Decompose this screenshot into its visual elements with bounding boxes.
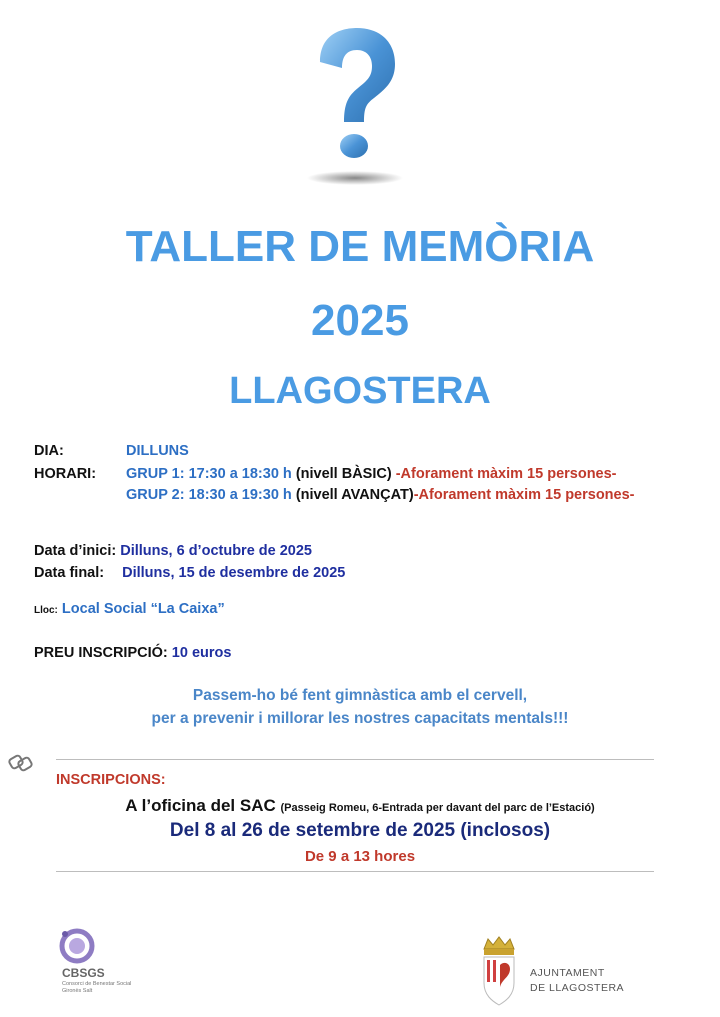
- grup2-row: [126, 487, 635, 503]
- grup2-label: GRUP 2:: [126, 487, 185, 503]
- price-row: [34, 645, 231, 661]
- start-date-label: Data d’inici:: [34, 543, 117, 559]
- start-date-row: [34, 543, 312, 559]
- grup2-capacity: -Aforament màxim 15 persones-: [413, 487, 635, 503]
- cbsgs-name: CBSGS: [62, 966, 105, 980]
- inscriptions-hours: De 9 a 13 hores: [304, 848, 416, 865]
- page-title: TALLER DE MEMÒRIA: [125, 222, 595, 271]
- title-year: 2025: [311, 296, 409, 345]
- price-label: PREU INSCRIPCIÓ:: [34, 645, 168, 661]
- grup2-level: (nivell AVANÇAT): [295, 487, 414, 503]
- grup1-level: (nivell BÀSIC): [295, 466, 392, 482]
- inscriptions-where: [0, 796, 720, 816]
- dia-value: DILLUNS: [126, 443, 189, 459]
- divider-top: [56, 759, 654, 760]
- dia-label: DIA:: [34, 443, 64, 459]
- end-date-label: Data final:: [34, 565, 105, 581]
- horari-label: HORARI:: [34, 466, 97, 482]
- grup1-capacity: -Aforament màxim 15 persones-: [395, 466, 617, 482]
- slogan-line-1: Passem-ho bé fent gimnàstica amb el cervell,: [192, 687, 528, 704]
- title-town: LLAGOSTERA: [229, 370, 491, 412]
- slogan: [0, 684, 720, 730]
- grup1-row: [126, 466, 617, 482]
- llagostera-coat-of-arms-icon: [478, 935, 520, 1007]
- end-date-value: Dilluns, 15 de desembre de 2025: [122, 565, 346, 581]
- slogan-line-2: per a prevenir i millorar les nostres capacitats mentals!!!: [151, 710, 569, 727]
- divider-bottom: [56, 871, 654, 872]
- inscriptions-where-main: A l’oficina del SAC: [125, 796, 276, 815]
- inscriptions-dates: Del 8 al 26 de setembre de 2025 (inclosos): [169, 820, 551, 841]
- ajuntament-line-1: AJUNTAMENT: [530, 967, 605, 979]
- grup2-time: 18:30 a 19:30 h: [188, 487, 292, 503]
- cbsgs-logo-icon: [56, 926, 98, 966]
- question-mark-icon: [300, 20, 410, 190]
- place-label: Lloc:: [34, 605, 58, 616]
- ajuntament-line-2: DE LLAGOSTERA: [530, 982, 625, 994]
- place-row: [34, 601, 225, 617]
- start-date-value: Dilluns, 6 d’octubre de 2025: [120, 543, 312, 559]
- end-date-row: [34, 565, 345, 581]
- inscriptions-where-detail: (Passeig Romeu, 6-Entrada per davant del parc de l’Estació): [280, 802, 595, 814]
- inscriptions-label: INSCRIPCIONS:: [56, 772, 166, 788]
- ajuntament-name: [530, 966, 624, 996]
- place-value: Local Social “La Caixa”: [61, 601, 225, 617]
- cbsgs-full-name: Consorci de Benestar Social Gironès Salt: [62, 981, 132, 994]
- grup1-label: GRUP 1:: [126, 466, 185, 482]
- grup1-time: 17:30 a 18:30 h: [188, 466, 292, 482]
- price-value: 10 euros: [171, 645, 232, 661]
- link-icon: [8, 753, 34, 773]
